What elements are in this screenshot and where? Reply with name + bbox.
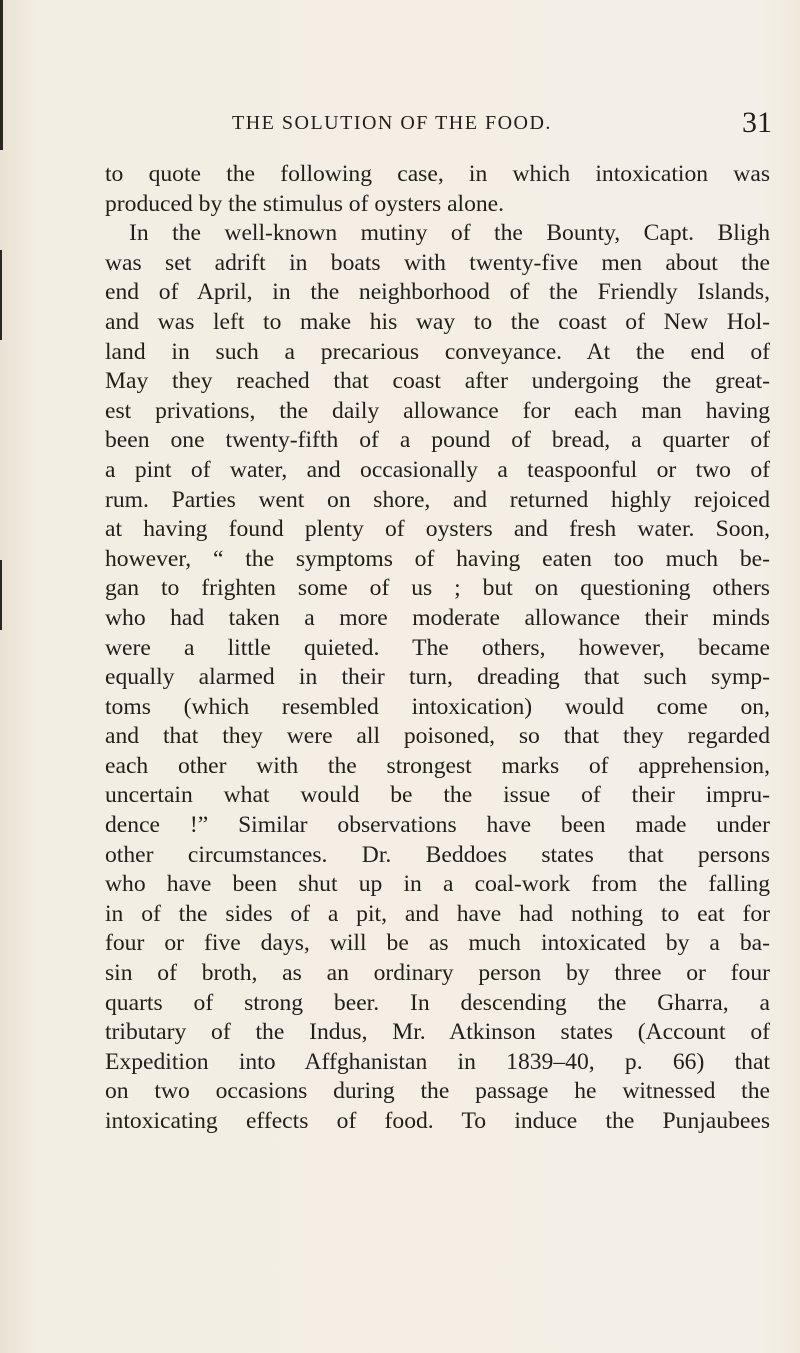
page-number: 31 (742, 106, 772, 139)
binding-shadow (0, 0, 3, 150)
text-line: to quote the following case, in which intoxication was (105, 161, 770, 187)
text-line: was set adrift in boats with twenty-five men about the (105, 249, 770, 276)
text-line: who had taken a more moderate allowance their minds (105, 604, 770, 631)
text-line: produced by the stimulus of oysters alone. (105, 190, 505, 217)
text-line: other circumstances. Dr. Beddoes states that persons (105, 841, 770, 868)
text-line: at having found plenty of oysters and fresh water. Soon, (105, 516, 770, 543)
text-line: sin of broth, as an ordinary person by three or four (105, 960, 770, 987)
text-line: a pint of water, and occasionally a teaspoonful or two of (105, 456, 770, 483)
text-line: In the well-known mutiny of the Bounty, Capt. Bligh (129, 220, 770, 247)
text-line: est privations, the daily allowance for each man having (105, 397, 770, 424)
text-line: been one twenty-fifth of a pound of bread, a quarter of (105, 427, 770, 454)
text-line: equally alarmed in their turn, dreading that such symp- (105, 664, 770, 691)
text-line: uncertain what would be the issue of their impru- (105, 782, 770, 809)
text-line: intoxicating effects of food. To induce the Punjaubees (105, 1108, 770, 1134)
text-line: however, “ the symptoms of having eaten too much be- (105, 545, 770, 572)
text-line: rum. Parties went on shore, and returned highly rejoiced (105, 486, 770, 513)
text-line: who have been shut up in a coal-work from the falling (105, 871, 770, 898)
running-head (232, 106, 772, 144)
text-line: gan to frighten some of us ; but on questioning others (105, 575, 770, 602)
text-line: land in such a precarious conveyance. At the end of (105, 338, 770, 365)
text-line: four or five days, will be as much intoxicated by a ba- (105, 930, 770, 957)
text-line: tributary of the Indus, Mr. Atkinson states (Account of (105, 1019, 770, 1046)
text-line: toms (which resembled intoxication) would come on, (105, 693, 770, 720)
text-line: quarts of strong beer. In descending the Gharra, a (105, 989, 770, 1016)
text-line: were a little quieted. The others, however, became (105, 634, 770, 661)
text-line: and was left to make his way to the coast of New Hol- (105, 308, 770, 335)
binding-shadow (0, 560, 2, 630)
text-line: May they reached that coast after undergoing the great- (105, 368, 770, 395)
body-text (105, 160, 770, 1137)
text-line: on two occasions during the passage he witnessed the (105, 1078, 770, 1105)
text-line: dence !” Similar observations have been made under (105, 812, 770, 839)
text-line: Expedition into Affghanistan in 1839–40, p. 66) that (105, 1048, 770, 1075)
binding-shadow (0, 250, 2, 340)
text-line: and that they were all poisoned, so that they regarded (105, 723, 770, 750)
chapter-title: THE SOLUTION OF THE FOOD. (232, 112, 552, 134)
text-line: end of April, in the neighborhood of the Friendly Islands, (105, 279, 770, 306)
text-line: in of the sides of a pit, and have had nothing to eat for (105, 900, 770, 927)
text-line: each other with the strongest marks of apprehension, (105, 752, 770, 779)
